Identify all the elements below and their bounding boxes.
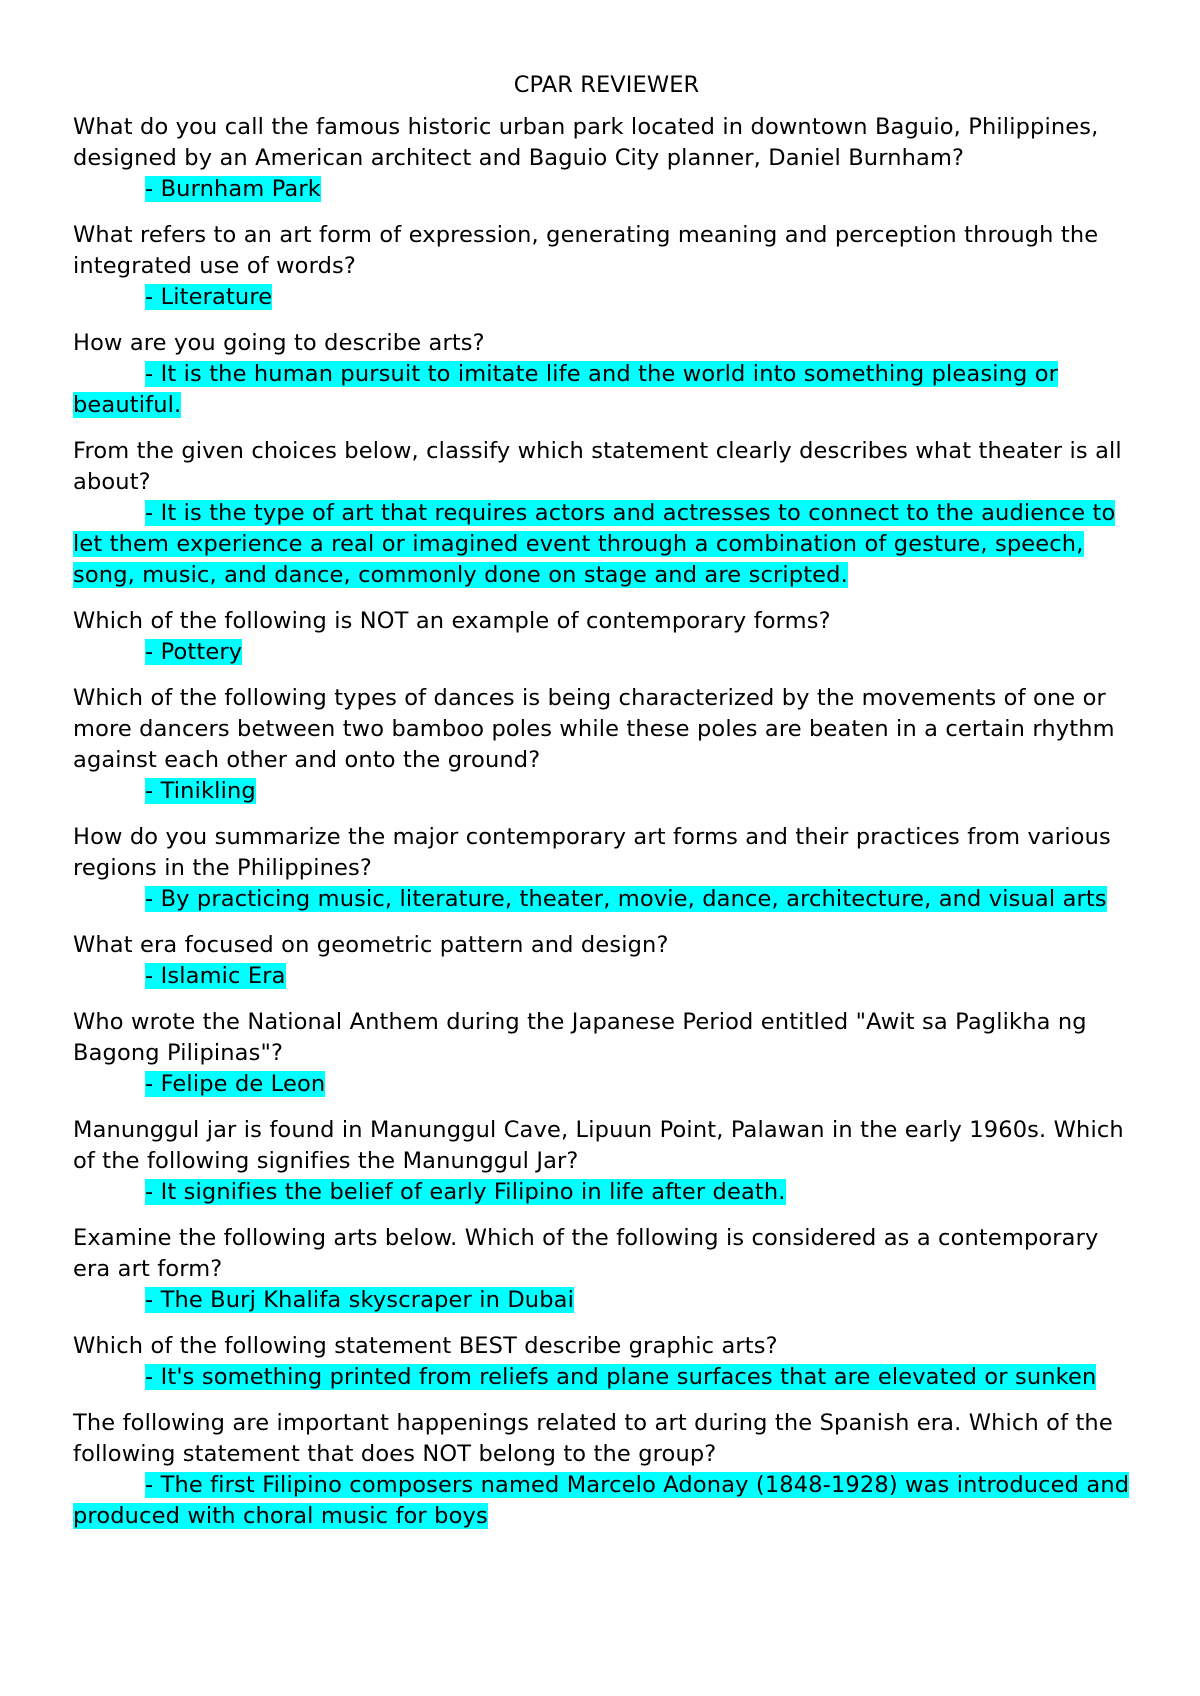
- answer-text: [73, 1362, 1140, 1393]
- question-text: What refers to an art form of expression, generating meaning and perception through the integrated use of words?: [73, 222, 1099, 279]
- answer-text: [73, 174, 1140, 205]
- answer-text: [73, 1069, 1140, 1100]
- question-text: How do you summarize the major contemporary art forms and their practices from various regions in the Philippines?: [73, 824, 1111, 881]
- question-text: The following are important happenings related to art during the Spanish era. Which of the following statement that does NOT belong to the group?: [73, 1410, 1113, 1467]
- answer-text: [73, 1470, 1140, 1532]
- qa-item: [73, 1115, 1140, 1208]
- answer-highlight: - By practicing music, literature, theater, movie, dance, architecture, and visual arts: [145, 886, 1107, 912]
- question-text: Which of the following is NOT an example of contemporary forms?: [73, 608, 831, 634]
- answer-highlight: - Felipe de Leon: [145, 1071, 326, 1097]
- qa-item: [73, 436, 1140, 591]
- answer-highlight: - Literature: [145, 284, 273, 310]
- qa-item: [73, 1408, 1140, 1532]
- question-text: How are you going to describe arts?: [73, 330, 485, 356]
- question-text: Examine the following arts below. Which of the following is considered as a contemporary era art form?: [73, 1225, 1099, 1282]
- document-title: CPAR REVIEWER: [513, 72, 700, 98]
- question-text: From the given choices below, classify which statement clearly describes what theater is all about?: [73, 438, 1122, 495]
- answer-highlight: - Burnham Park: [145, 176, 321, 202]
- qa-item: [73, 112, 1140, 205]
- qa-item: [73, 930, 1140, 992]
- answer-text: [73, 282, 1140, 313]
- answer-text: [73, 884, 1140, 915]
- question-text: Manunggul jar is found in Manunggul Cave, Lipuun Point, Palawan in the early 1960s. Which of the following signifies the Manunggul Jar?: [73, 1117, 1124, 1174]
- answer-text: [73, 498, 1140, 591]
- answer-highlight: - Islamic Era: [145, 963, 286, 989]
- answer-highlight: - Pottery: [145, 639, 243, 665]
- answer-text: [73, 1177, 1140, 1208]
- answer-text: [73, 1285, 1140, 1316]
- question-text: Which of the following types of dances is being characterized by the movements of one or more dancers between two bamboo poles while these poles are beaten in a certain rhythm against each other and onto the ground?: [73, 685, 1115, 773]
- answer-text: [73, 961, 1140, 992]
- answer-text: [73, 359, 1140, 421]
- qa-item: [73, 606, 1140, 668]
- answer-highlight: - It is the human pursuit to imitate life and the world into something pleasing or beautiful.: [73, 361, 1059, 418]
- answer-text: [73, 637, 1140, 668]
- answer-highlight: - The first Filipino composers named Marcelo Adonay (1848-1928) was introduced and produced with choral music for boys: [73, 1472, 1130, 1529]
- question-text: What era focused on geometric pattern and design?: [73, 932, 669, 958]
- answer-highlight: - It's something printed from reliefs and plane surfaces that are elevated or sunken: [145, 1364, 1097, 1390]
- qa-item: [73, 822, 1140, 915]
- qa-item: [73, 220, 1140, 313]
- qa-item: [73, 1223, 1140, 1316]
- qa-item: [73, 328, 1140, 421]
- answer-highlight: - It is the type of art that requires actors and actresses to connect to the audience to let them experience a real or imagined event through a combination of gesture, speech, song, music, and dance, commonly done on stage and are scripted.: [73, 500, 1116, 588]
- answer-highlight: - Tinikling: [145, 778, 256, 804]
- answer-highlight: - It signifies the belief of early Filipino in life after death.: [145, 1179, 786, 1205]
- question-text: Who wrote the National Anthem during the Japanese Period entitled "Awit sa Paglikha ng Bagong Pilipinas"?: [73, 1009, 1087, 1066]
- question-text: Which of the following statement BEST describe graphic arts?: [73, 1333, 778, 1359]
- qa-item: [73, 1007, 1140, 1100]
- answer-text: [73, 776, 1140, 807]
- qa-item: [73, 1331, 1140, 1393]
- question-text: What do you call the famous historic urban park located in downtown Baguio, Philippines, designed by an American architect and Baguio City planner, Daniel Burnham?: [73, 114, 1099, 171]
- answer-highlight: - The Burj Khalifa skyscraper in Dubai: [145, 1287, 574, 1313]
- qa-item: [73, 683, 1140, 807]
